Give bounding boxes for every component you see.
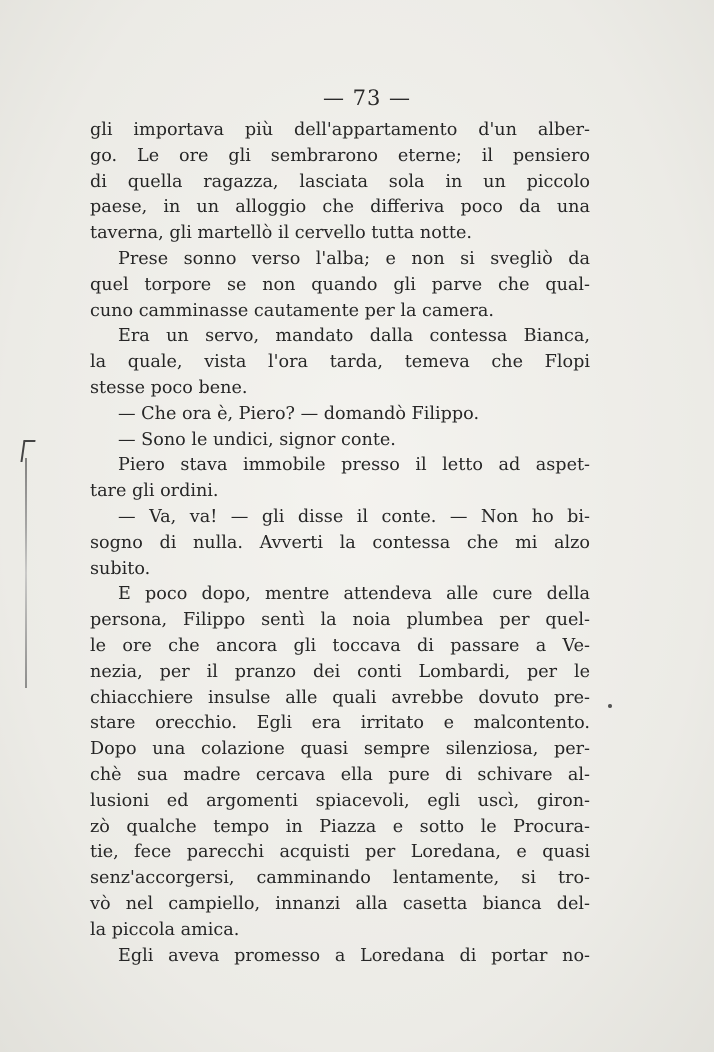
text-line: senz'accorgersi, camminando lentamente, si tro- — [90, 868, 590, 889]
text-line: quel torpore se non quando gli parve che qual- — [90, 274, 590, 295]
text-line: chè sua madre cercava ella pure di schivare al- — [90, 764, 590, 785]
text-line: Egli aveva promesso a Loredana di portar no- — [118, 945, 590, 966]
text-line: stare orecchio. Egli era irritato e malcontento. — [90, 713, 590, 734]
text-line: — Che ora è, Piero? — domandò Filippo. — [118, 403, 480, 424]
text-line: Era un servo, mandato dalla contessa Bianca, — [118, 326, 590, 347]
text-line: subito. — [90, 558, 151, 579]
text-line: stesse poco bene. — [90, 377, 248, 398]
text-line: Prese sonno verso l'alba; e non si svegliò da — [118, 248, 590, 269]
ink-speck — [608, 704, 612, 708]
text-line: cuno camminasse cautamente per la camera. — [90, 300, 494, 321]
text-line: vò nel campiello, innanzi alla casetta bianca del- — [90, 893, 590, 914]
text-line: E poco dopo, mentre attendeva alle cure della — [118, 584, 590, 605]
text-line: Piero stava immobile presso il letto ad aspet- — [118, 455, 590, 476]
text-line: gli importava più dell'appartamento d'un alber- — [90, 120, 590, 140]
text-line: — Va, va! — gli disse il conte. — Non ho bi- — [118, 506, 590, 527]
text-line: zò qualche tempo in Piazza e sotto le Procura- — [90, 816, 590, 837]
text-line: chiacchiere insulse alle quali avrebbe dovuto pre- — [90, 687, 590, 708]
body-text — [90, 118, 590, 969]
text-line: taverna, gli martellò il cervello tutta notte. — [90, 223, 472, 244]
text-line: Dopo una colazione quasi sempre silenziosa, per- — [90, 739, 590, 760]
text-line: tie, fece parecchi acquisti per Loredana, e quasi — [90, 842, 590, 863]
text-line: le ore che ancora gli toccava di passare a Ve- — [90, 635, 590, 656]
text-line: paese, in un alloggio che differiva poco da una — [90, 197, 590, 218]
text-line: la piccola amica. — [90, 919, 240, 940]
text-line: la quale, vista l'ora tarda, temeva che Flopi — [90, 352, 590, 373]
text-line: — Sono le undici, signor conte. — [118, 429, 396, 450]
text-line: nezia, per il pranzo dei conti Lombardi, per le — [90, 661, 590, 682]
text-line: di quella ragazza, lasciata sola in un piccolo — [90, 171, 590, 192]
text-line: persona, Filippo sentì la noia plumbea per quel- — [90, 610, 590, 631]
text-line: lusioni ed argomenti spiacevoli, egli uscì, giron- — [90, 790, 590, 811]
margin-pencil-mark — [22, 440, 38, 700]
page-number: — 73 — — [322, 86, 412, 110]
text-line: go. Le ore gli sembrarono eterne; il pensiero — [90, 145, 590, 166]
text-line: tare gli ordini. — [90, 481, 219, 502]
text-line: sogno di nulla. Avverti la contessa che mi alzo — [90, 532, 590, 553]
